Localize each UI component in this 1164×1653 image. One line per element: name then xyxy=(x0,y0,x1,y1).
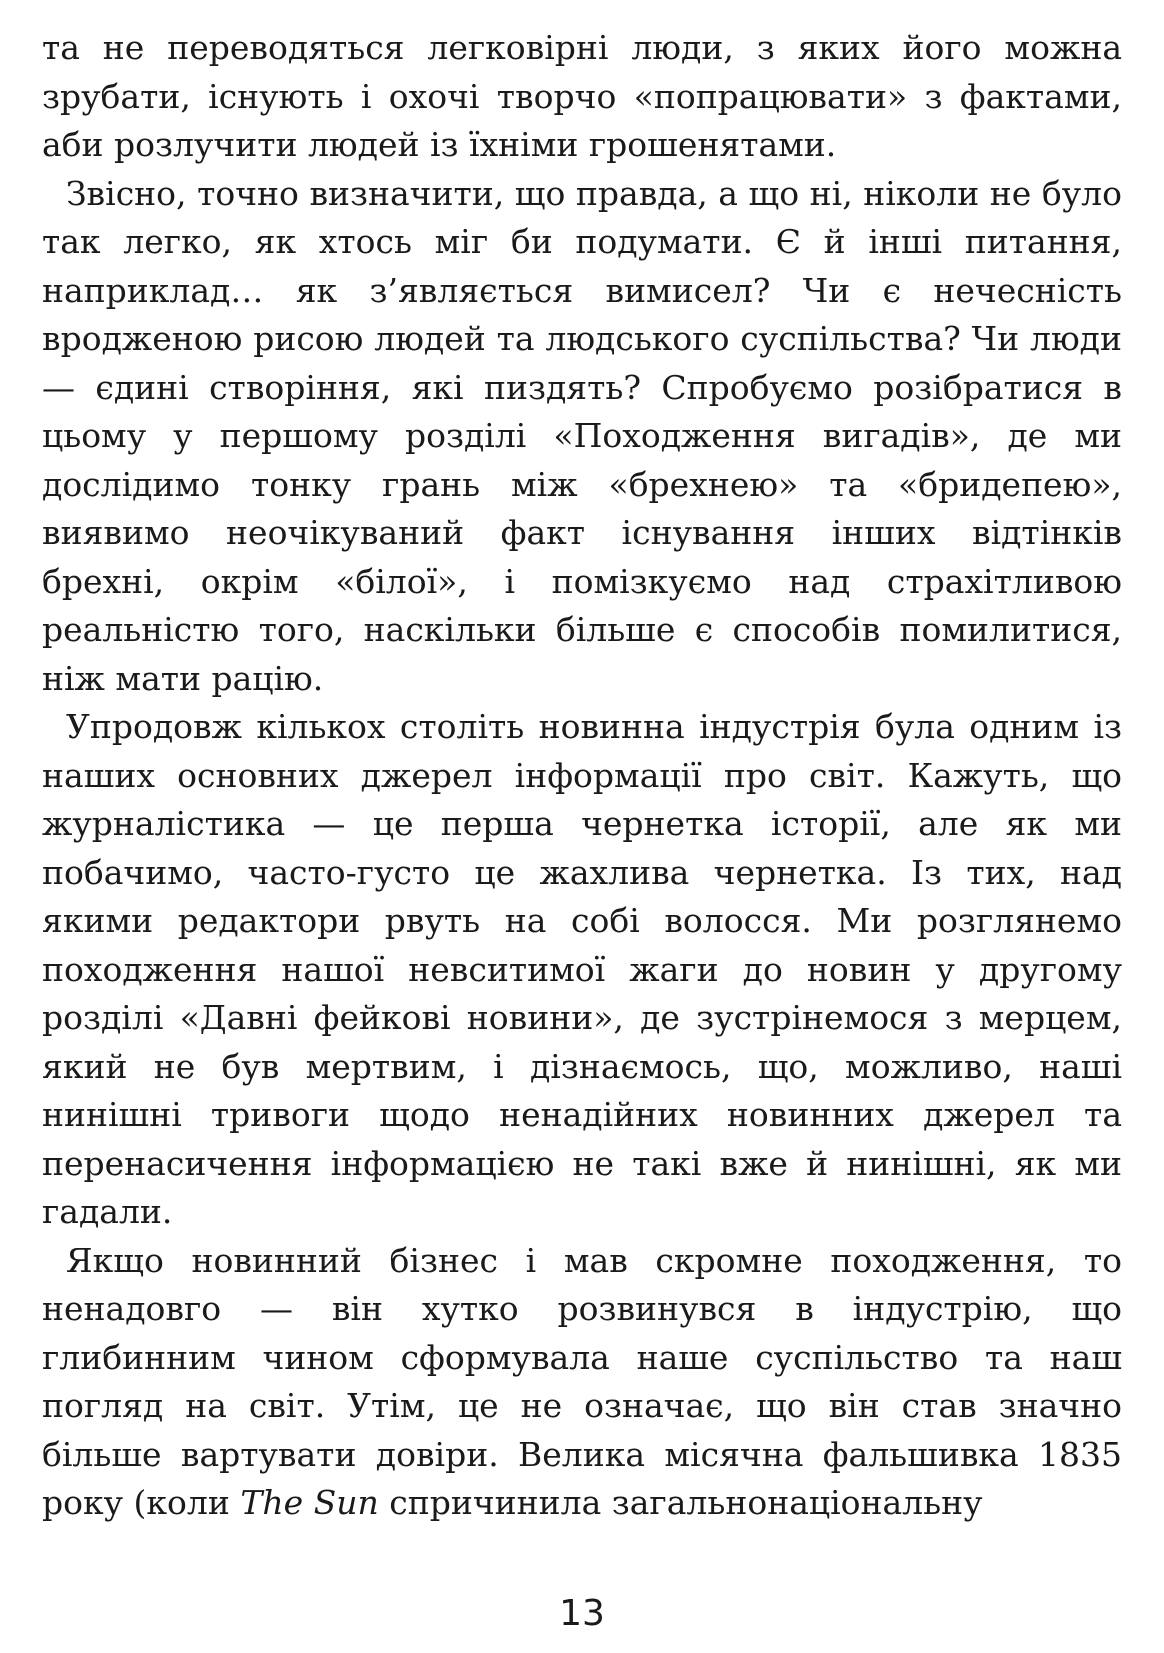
body-text xyxy=(42,24,1122,1528)
paragraph-origins-of-fabrications: Звісно, точно визначити, що правда, а що ні, ніколи не було так легко, як хтось міг би подумати. Є й інші питання, наприклад… як з’являється вимисел? Чи є нечесність вродженою рисою людей та людського суспільства? Чи люди — єдині створіння, які пиздять? Спробуємо розібратися в цьому у першому розділі «Походження вигадів», де ми дослідимо тонку грань між «брехнею» та «бридепею», виявимо неочікуваний факт існування інших відтінків брехні, окрім «білої», і помізкуємо над страхітливою реальністю того, наскільки більше є способів помилитися, ніж мати рацію. xyxy=(42,173,1122,698)
page-number: 13 xyxy=(559,1593,605,1634)
paragraph-moon-hoax-text-after: спричинила загальнонаціональну xyxy=(378,1483,983,1522)
paragraph-moon-hoax-text-before: Якщо новинний бізнес і мав скромне походження, то ненадовго — він хутко розвинувся в індустрію, що глибинним чином сформувала наше суспільство та наш погляд на світ. Утім, це не означає, що він став значно більше вартувати довіри. Велика місячна фальшивка 1835 року (коли xyxy=(42,1240,1122,1522)
newspaper-title-the-sun: The Sun xyxy=(240,1483,379,1522)
paragraph-continuation: та не переводяться легковірні люди, з яких його можна зрубати, існують і охочі творчо «попрацювати» з фактами, аби розлучити людей із їхніми грошенятами. xyxy=(42,28,1122,164)
paragraph-news-industry: Упродовж кількох століть новинна індустрія була одним із наших основних джерел інформації про світ. Кажуть, що журналістика — це перша чернетка історії, але як ми побачимо, часто-густо це жахлива чернетка. Із тих, над якими редактори рвуть на собі волосся. Ми розглянемо походження нашої невситимої жаги до новин у другому розділі «Давні фейкові новини», де зустрінемося з мерцем, який не був мертвим, і дізнаємось, що, можливо, наші нинішні тривоги щодо ненадійних новинних джерел та перенасичення інформацією не такі вже й нинішні, як ми гадали. xyxy=(42,707,1122,1231)
paragraph-moon-hoax xyxy=(42,1237,1122,1528)
